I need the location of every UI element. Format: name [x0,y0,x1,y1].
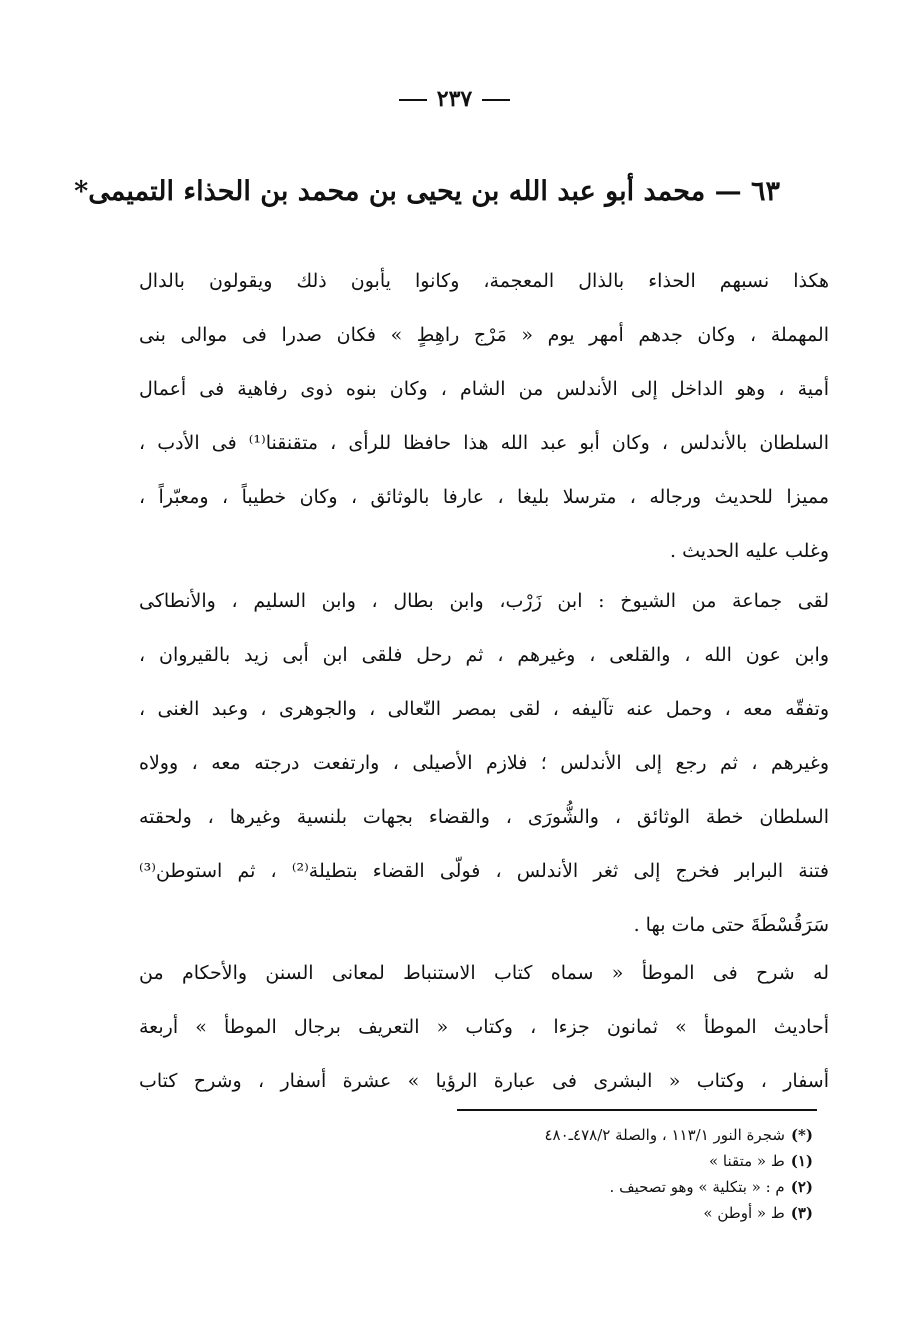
footnotes [313,1122,813,1226]
paragraph-1 [139,254,829,578]
paragraph-2 [139,574,829,952]
text-line: السلطان بالأندلس ، وكان أبو عبد الله هذا حافظا للرأى ، متقنقنا⁽¹⁾ فى الأدب ، [139,432,829,454]
text-line: السلطان خطة الوثائق ، والشُّورَى ، والقضاء بجهات بلنسية وغيرها ، ولحقته [139,806,829,828]
text-line: هكذا نسبهم الحذاء بالذال المعجمة، وكانوا يأبون ذلك ويقولون بالدال [139,270,829,292]
text-line: أحاديث الموطأ » ثمانون جزءا ، وكتاب « التعريف برجال الموطأ » أربعة [139,1016,829,1038]
footnote-number: (٣) [790,1204,813,1222]
footnote-number: (*) [790,1126,813,1144]
text-line: وابن عون الله ، والقلعى ، وغيرهم ، ثم رحل فلقى ابن أبى زيد بالقيروان ، [139,644,829,666]
footnote-text: ط « متقنا » [708,1152,785,1170]
text-line: لقى جماعة من الشيوخ : ابن زَرْب، وابن بطال ، وابن السليم ، والأنطاكى [139,590,829,612]
footnote-divider [457,1109,817,1111]
right-dash [482,99,510,101]
footnote [313,1200,813,1226]
text-line: له شرح فى الموطأ « سماه كتاب الاستنباط لمعانى السنن والأحكام من [139,962,829,984]
footnote-number: (٢) [790,1178,813,1196]
text-line: مميزا للحديث ورجاله ، مترسلا بليغا ، عارفا بالوثائق ، وكان خطيباً ، ومعبّراً ، [139,486,829,508]
text-line: أمية ، وهو الداخل إلى الأندلس من الشام ، وكان بنوه ذوى رفاهية فى أعمال [139,378,829,400]
footnote [313,1148,813,1174]
text-line: وغلب عليه الحديث . [669,540,829,562]
footnote-text: م : « بتكلية » وهو تصحيف . [609,1178,785,1196]
page-number [0,86,909,112]
text-line: سَرَقُسْطَةَ حتى مات بها . [633,914,829,936]
footnote-number: (١) [790,1152,813,1170]
left-dash [399,99,427,101]
footnote-text: شجرة النور ١١٣/١ ، والصلة ٤٧٨/٢ـ٤٨٠ [544,1126,785,1144]
footnote [313,1174,813,1200]
footnote-text: ط « أوطن » [703,1204,785,1222]
text-line: وتفقّه معه ، وحمل عنه تآليفه ، لقى بمصر النّعالى ، والجوهرى ، وعبد الغنى ، [139,698,829,720]
text-line: وغيرهم ، ثم رجع إلى الأندلس ؛ فلازم الأصيلى ، وارتفعت درجته معه ، وولاه [139,752,829,774]
footnote [313,1122,813,1148]
entry-title: ٦٣ — محمد أبو عبد الله بن يحيى بن محمد بن الحذاء التميمى* [74,176,780,207]
page-number-value: ٢٣٧ [436,86,473,112]
text-line: أسفار ، وكتاب « البشرى فى عبارة الرؤيا » عشرة أسفار ، وشرح كتاب [139,1070,829,1092]
text-line: فتنة البرابر فخرج إلى ثغر الأندلس ، فولّى القضاء بتطيلة⁽²⁾ ، ثم استوطن⁽³⁾ [139,860,829,882]
text-line: المهملة ، وكان جدهم أمهر يوم « مَرْج راهِطٍ » فكان صدرا فى موالى بنى [139,324,829,346]
paragraph-3 [139,946,829,1108]
